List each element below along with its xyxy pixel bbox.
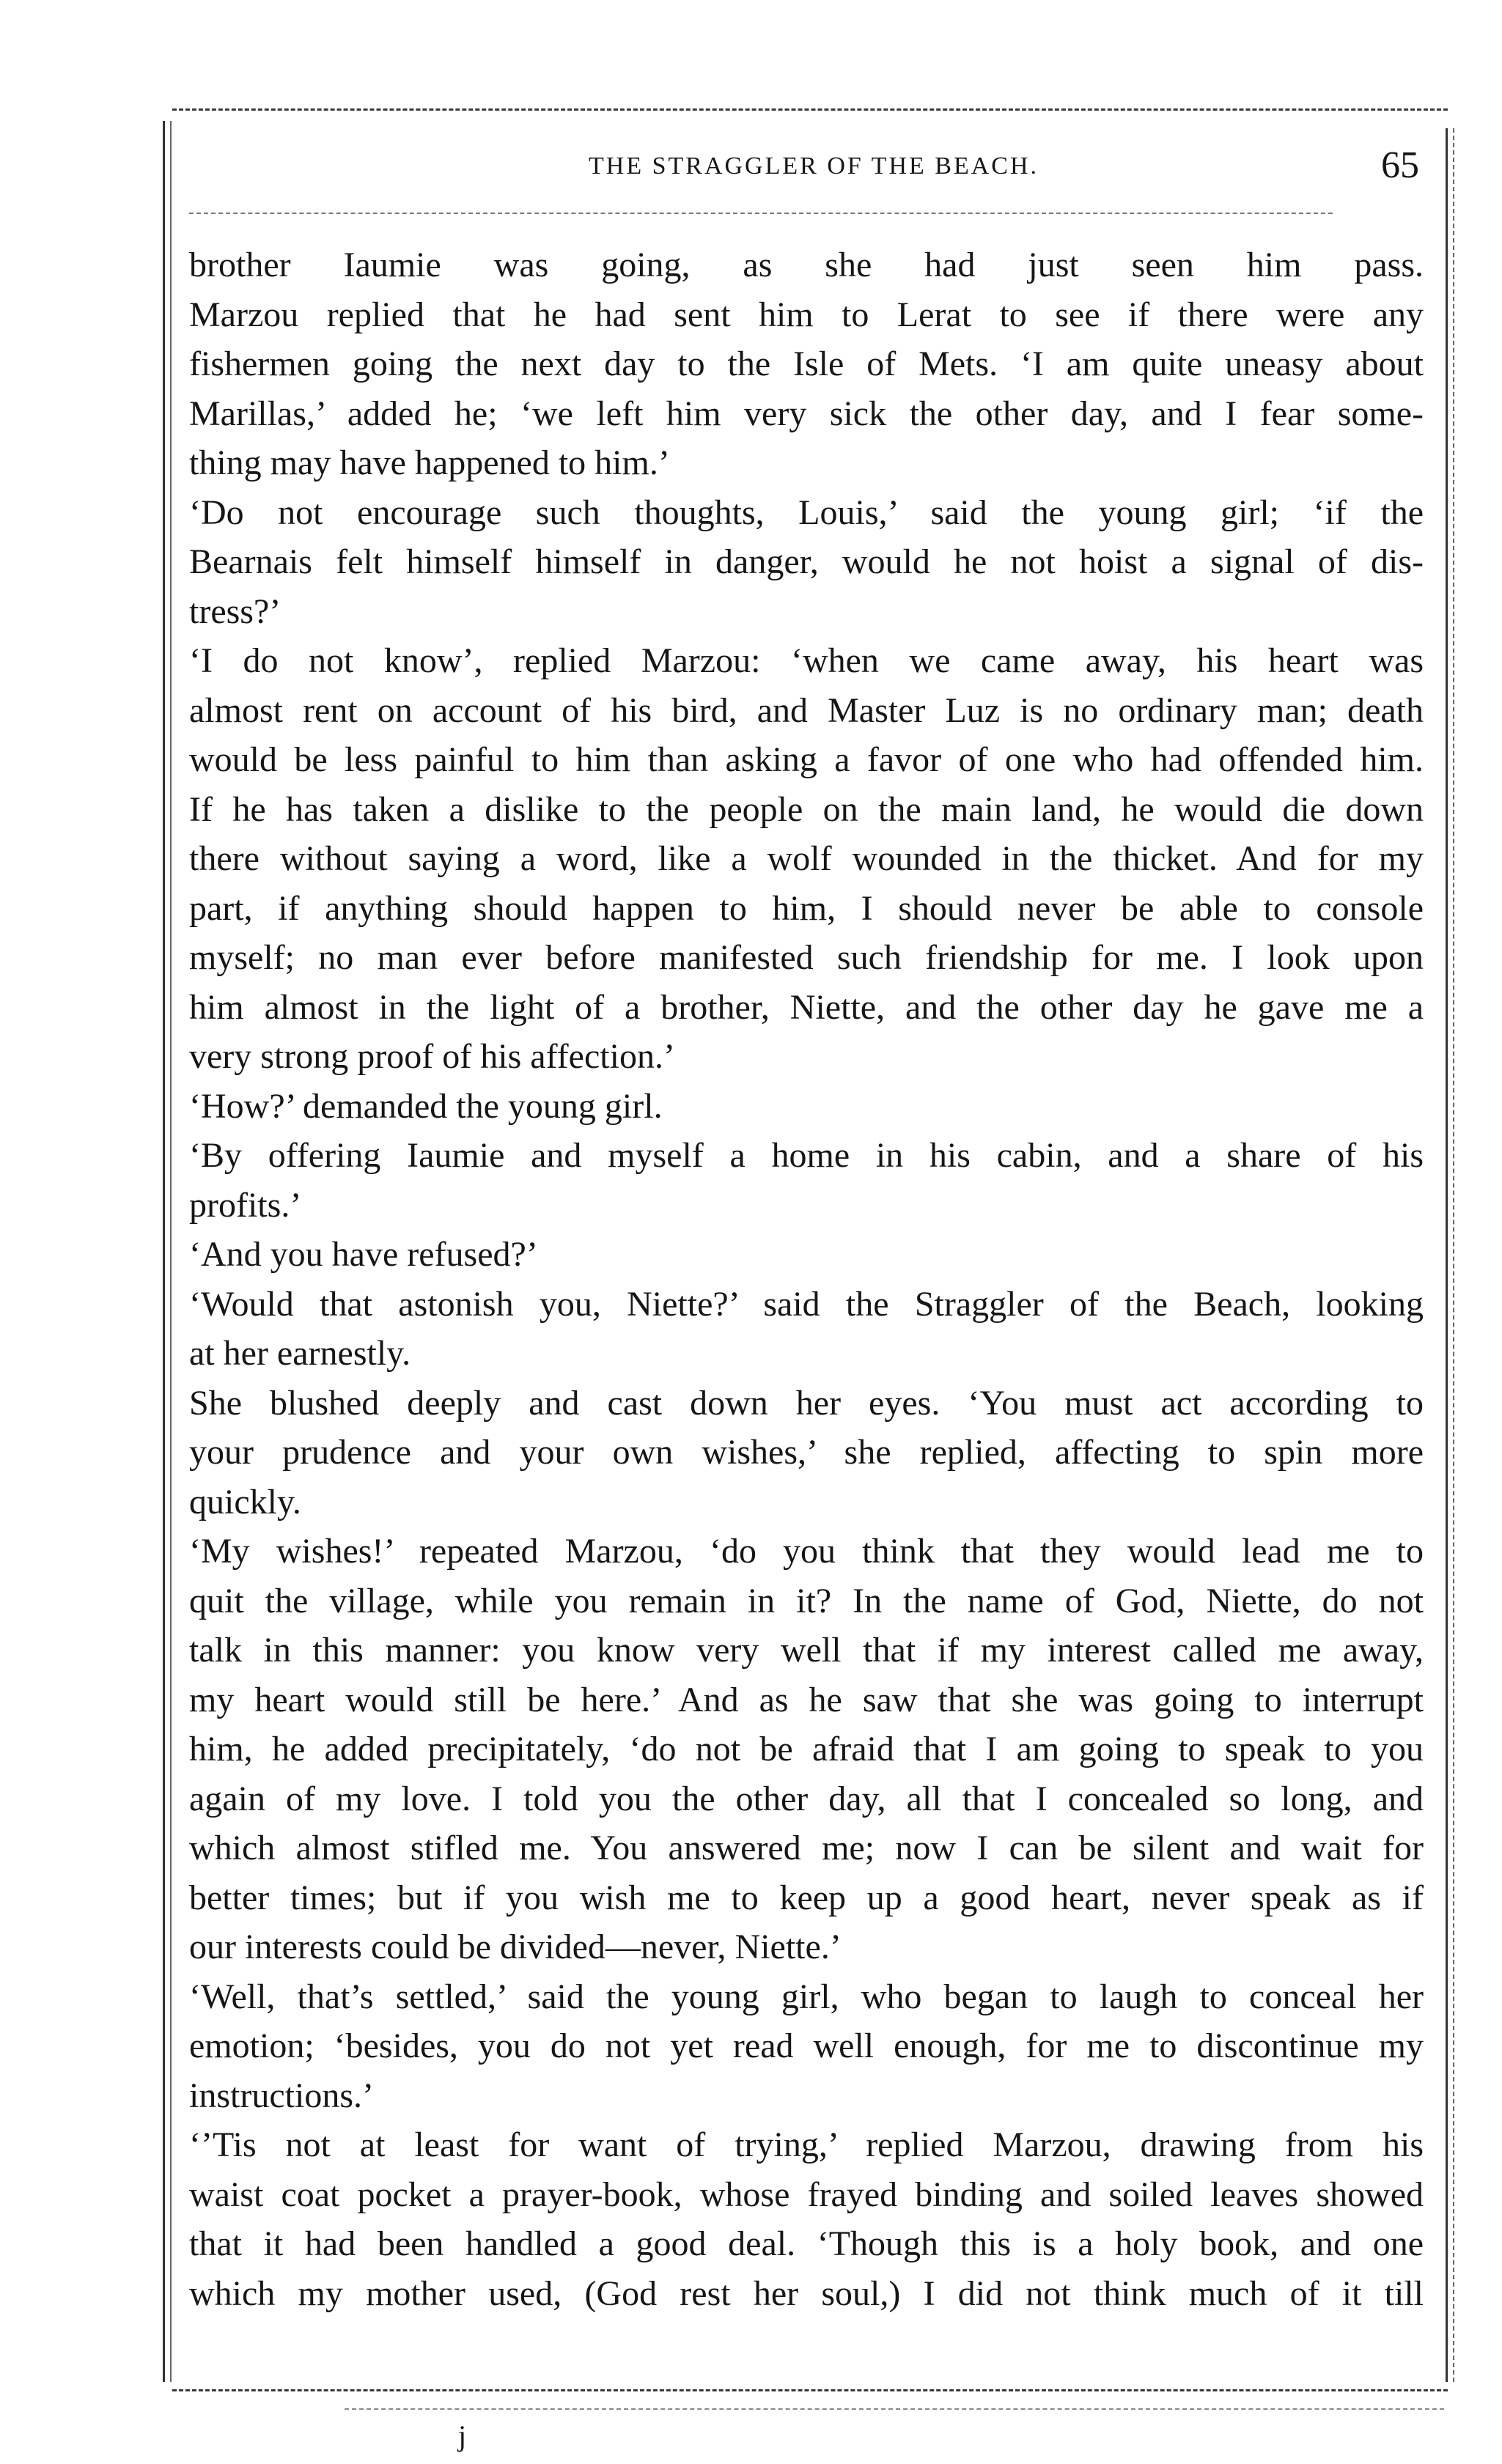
text-line: again of my love. I told you the other day, all that I concealed so long, and xyxy=(189,1779,1424,1818)
text-line: quit the village, while you remain in it? In the name of God, Niette, do not xyxy=(189,1581,1424,1620)
text-line: very strong proof of his affection.’ xyxy=(189,1037,675,1076)
text-line: ‘By offering Iaumie and myself a home in his cabin, and a share of his xyxy=(189,1136,1424,1175)
text-line: ‘Well, that’s settled,’ said the young girl, who began to laugh to conceal her xyxy=(189,1977,1424,2016)
text-line: my heart would still be here.’ And as he saw that she was going to interrupt xyxy=(189,1680,1424,1719)
text-line: your prudence and your own wishes,’ she replied, affecting to spin more xyxy=(189,1433,1424,1472)
top-border-rule xyxy=(172,108,1448,111)
text-line: brother Iaumie was going, as she had just seen him pass. xyxy=(189,246,1424,284)
text-line: our interests could be divided—never, Niette.’ xyxy=(189,1928,842,1966)
text-line: him, he added precipitately, ‘do not be afraid that I am going to speak to you xyxy=(189,1730,1424,1768)
text-line: She blushed deeply and cast down her eyes. ‘You must act according to xyxy=(189,1383,1424,1423)
right-border-line xyxy=(1446,128,1448,2382)
text-line: instructions.’ xyxy=(189,2076,374,2115)
text-line: Marzou replied that he had sent him to Lerat to see if there were any xyxy=(189,295,1424,334)
text-line: myself; no man ever before manifested such friendship for me. I look upon xyxy=(189,938,1424,977)
bottom-border-rule xyxy=(172,2389,1448,2391)
text-line: which almost stifled me. You answered me; now I can be silent and wait for xyxy=(189,1829,1424,1867)
left-border-inner-line xyxy=(170,121,172,2382)
text-line: If he has taken a dislike to the people on the main land, he would die down xyxy=(189,789,1424,829)
text-line: Marillas,’ added he; ‘we left him very sick the other day, and I fear some- xyxy=(189,394,1424,433)
text-line: better times; but if you wish me to keep up a good heart, never speak as if xyxy=(189,1878,1424,1917)
text-line: that it had been handled a good deal. ‘Though this is a holy book, and one xyxy=(189,2224,1424,2263)
text-line: Bearnais felt himself himself in danger, would he not hoist a signal of dis- xyxy=(189,542,1424,581)
text-line: quickly. xyxy=(189,1482,301,1521)
text-line: thing may have happened to him.’ xyxy=(189,443,670,482)
left-border-line xyxy=(163,121,165,2382)
text-line: emotion; ‘besides, you do not yet read well enough, for me to discontinue my xyxy=(189,2026,1424,2065)
text-line: waist coat pocket a prayer-book, whose frayed binding and soiled leaves showed xyxy=(189,2175,1424,2214)
text-line: part, if anything should happen to him, I should never be able to console xyxy=(189,888,1424,928)
text-line: ‘Do not encourage such thoughts, Louis,’ said the young girl; ‘if the xyxy=(189,493,1424,532)
body-text xyxy=(189,240,1424,2318)
text-line: ‘My wishes!’ repeated Marzou, ‘do you think that they would lead me to xyxy=(189,1532,1424,1571)
text-line: ‘How?’ demanded the young girl. xyxy=(189,1086,663,1126)
header-rule xyxy=(189,213,1333,214)
text-line: tress?’ xyxy=(189,591,281,631)
page-number: 65 xyxy=(1381,144,1419,186)
signature-mark: j xyxy=(458,2419,467,2452)
text-line: which my mother used, (God rest her soul,) I did not think much of it till xyxy=(189,2273,1424,2313)
text-line: at her earnestly. xyxy=(189,1334,411,1373)
running-head: THE STRAGGLER OF THE BEACH. xyxy=(589,152,1039,180)
text-line: ‘’Tis not at least for want of trying,’ replied Marzou, drawing from his xyxy=(189,2125,1424,2164)
bottom-border-rule-2 xyxy=(345,2408,1444,2410)
text-line: ‘And you have refused?’ xyxy=(189,1235,538,1274)
text-line: ‘Would that astonish you, Niette?’ said the Straggler of the Beach, looking xyxy=(189,1284,1424,1324)
text-line: ‘I do not know’, replied Marzou: ‘when we came away, his heart was xyxy=(189,641,1424,680)
text-line: fishermen going the next day to the Isle of Mets. ‘I am quite uneasy about xyxy=(189,344,1424,383)
text-line: profits.’ xyxy=(189,1185,302,1225)
text-line: almost rent on account of his bird, and Master Luz is no ordinary man; death xyxy=(189,690,1424,730)
page-header xyxy=(191,144,1437,195)
text-line: talk in this manner: you know very well that if my interest called me away, xyxy=(189,1631,1424,1670)
text-line: there without saying a word, like a wolf wounded in the thicket. And for my xyxy=(189,839,1424,878)
text-line: him almost in the light of a brother, Niette, and the other day he gave me a xyxy=(189,987,1424,1027)
text-line: would be less painful to him than asking a favor of one who had offended him. xyxy=(189,740,1424,779)
right-border-inner-line xyxy=(1453,128,1454,2382)
